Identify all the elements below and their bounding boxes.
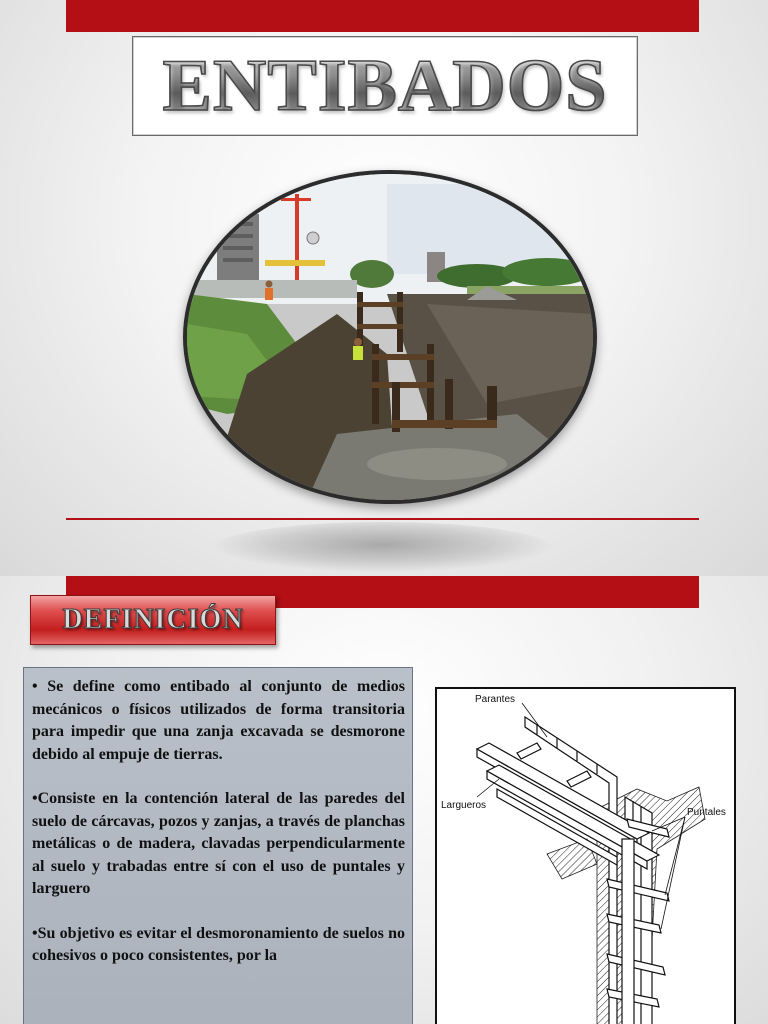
label-puntales: Puntales	[687, 807, 726, 818]
heading-box	[30, 595, 276, 645]
divider-line	[66, 518, 699, 520]
title-box	[132, 36, 638, 136]
label-parantes: Parantes	[475, 694, 516, 705]
definition-slide	[0, 576, 768, 1024]
excavation-photo	[183, 170, 597, 504]
decorative-shadow	[215, 522, 550, 572]
section-heading: DEFINICIÓN	[62, 604, 244, 635]
shoring-diagram	[435, 687, 736, 1024]
slide-title: ENTIBADOS	[162, 45, 608, 127]
paragraph-consists: •Consiste en la contención lateral de las paredes del suelo de cárcavas, pozos y zanjas, a través de planchas metálicas o de madera, clavadas perpendicularmente al suelo y trabadas entre sí con el uso de puntales y larguero	[32, 790, 405, 897]
paragraph-definition: • Se define como entibado al conjunto de medios mecánicos o físicos utilizados de forma transitoria para impedir que una zanja excavada se desmorone debido al empuje de tierras.	[32, 678, 405, 763]
shoring-diagram-drawing	[437, 689, 734, 1024]
top-accent-bar	[66, 0, 699, 32]
label-largueros: Largueros	[441, 800, 487, 811]
photo-illustration	[187, 174, 593, 500]
definition-text-panel	[23, 667, 413, 1024]
paragraph-objective: •Su objetivo es evitar el desmoronamiento de suelos no cohesivos o poco consistentes, por la	[32, 924, 405, 964]
